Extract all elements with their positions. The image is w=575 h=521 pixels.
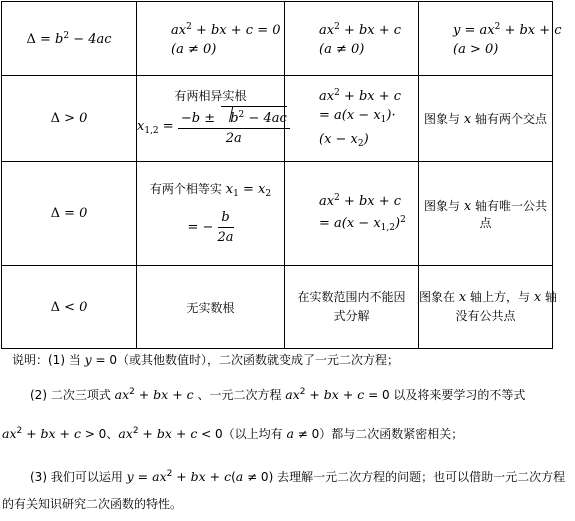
roots-cell	[137, 76, 285, 162]
factor-line-2: = $a(x - x_{1,2})^2$	[319, 215, 406, 233]
note-line-1: 说明：(1) 当 y = 0（或其他数值时），二次函数就变成了一元二次方程；	[12, 352, 400, 367]
function-condition: (a > 0)	[453, 42, 499, 57]
graph-two-points: 图象与 x 轴有两个交点	[424, 112, 547, 127]
equation-condition: (a ≠ 0)	[171, 42, 217, 57]
equation-formula: $ax^2$ + bx + c = 0	[171, 22, 281, 38]
function-formula: $y = ax^2$ + bx + c	[453, 22, 562, 38]
roots-formula: = − $\frac{b}{2a}$	[187, 210, 234, 245]
factor-line-3: $(x - x_2)$	[319, 131, 369, 149]
discriminant-definition: $\Delta = b^2 - 4ac$	[26, 30, 112, 47]
factor-line-2: = $a(x - x_1)\cdot$	[319, 107, 396, 125]
roots-cell	[137, 162, 285, 266]
roots-text: 有两个相等实 $x_1 = x_2$	[149, 182, 272, 199]
roots-cell	[137, 266, 285, 349]
graph-cell	[419, 266, 557, 349]
factor-text-2: 式分解	[333, 309, 370, 323]
factor-cell	[285, 76, 419, 162]
header-equation-cell	[137, 2, 285, 76]
factor-cell	[285, 266, 419, 349]
header-function-cell	[419, 2, 562, 76]
note-line-2: (2) 二次三项式 $ax^2$ + bx + c 、一元二次方程 $ax^2$ + bx + c = 0 以及将来要学习的不等式	[30, 387, 526, 402]
table-header-row	[2, 2, 553, 76]
condition-cell	[2, 76, 137, 162]
condition-cell	[2, 266, 137, 349]
trinomial-formula: $ax^2$ + bx + c	[319, 22, 402, 38]
factor-cell	[285, 162, 419, 266]
trinomial-condition: (a ≠ 0)	[319, 42, 365, 57]
graph-above-axis: 图象在 x 轴上方，与 x 轴	[419, 290, 557, 305]
table-row	[2, 266, 553, 349]
condition-cell	[2, 162, 137, 266]
roots-text: 无实数根	[186, 300, 235, 315]
note-line-4: (3) 我们可以运用 $y = ax^2$ + bx + c(a ≠ 0) 去理解一元二次方程的问题；也可以借助一元二次方程	[30, 469, 566, 484]
table-row	[2, 162, 553, 266]
note-line-3: $ax^2$ + bx + c > 0、$ax^2$ + bx + c < 0（以上均有 a ≠ 0）都与二次函数紧密相关；	[2, 426, 464, 441]
table-row	[2, 76, 553, 162]
roots-text: 有两相异实根	[174, 88, 247, 103]
graph-cell	[419, 76, 553, 162]
factor-text-1: 在实数范围内不能因	[297, 290, 406, 304]
graph-one-point: 图象与 x 轴有唯一公共点	[424, 198, 547, 230]
note-line-5: 的有关知识研究二次函数的特性。	[2, 497, 183, 511]
roots-formula: $x_{1,2}$ = $\frac{-b \pm b^2 - 4ac}{2a}$	[137, 106, 284, 151]
factor-line-1: $ax^2$ + bx + c	[319, 193, 402, 209]
condition-zero: Δ = 0	[50, 206, 88, 221]
condition-positive: Δ > 0	[50, 111, 88, 126]
header-discriminant-cell	[2, 2, 137, 76]
factor-line-1: $ax^2$ + bx + c	[319, 87, 402, 104]
header-trinomial-cell	[285, 2, 419, 76]
graph-no-point: 没有公共点	[455, 309, 516, 323]
graph-cell	[419, 162, 553, 266]
condition-negative: Δ < 0	[50, 299, 88, 315]
quadratic-summary-table	[1, 1, 562, 349]
